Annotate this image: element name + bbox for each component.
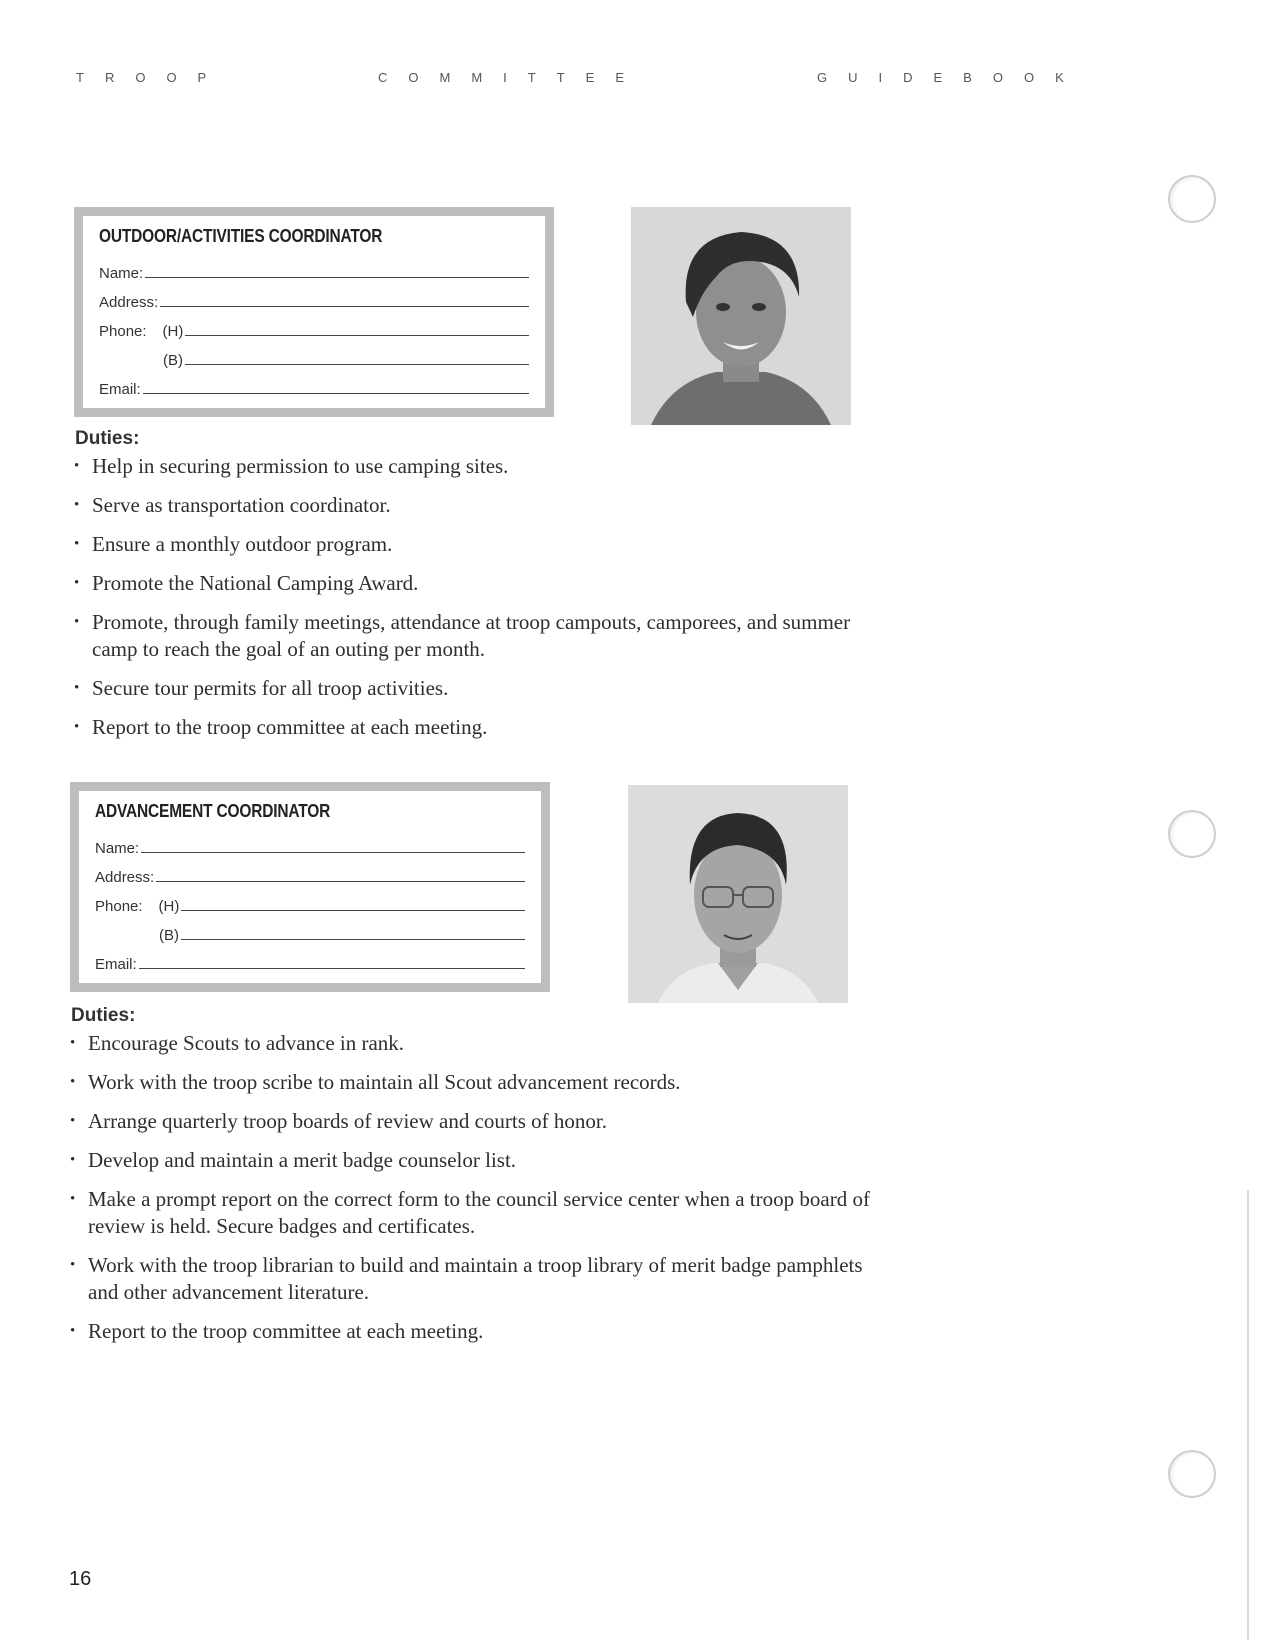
- list-item: • Work with the troop librarian to build and maintain a troop library of merit badge pamphlets and other advancement literature.: [70, 1253, 863, 1304]
- list-item: • Ensure a monthly outdoor program.: [74, 532, 393, 556]
- field-label: Email:: [99, 381, 141, 398]
- outdoor-coordinator-card: [74, 207, 554, 417]
- list-item: • Work with the troop scribe to maintain all Scout advancement records.: [70, 1070, 681, 1094]
- list-item: • Secure tour permits for all troop activities.: [74, 676, 449, 700]
- field-label: Address:: [95, 869, 155, 886]
- advancement-coordinator-card: [70, 782, 550, 992]
- field-label: Email:: [95, 956, 137, 973]
- list-item: • Arrange quarterly troop boards of review and courts of honor.: [70, 1109, 608, 1133]
- field-label: (B): [163, 352, 183, 369]
- phone-home-field[interactable]: [95, 886, 525, 915]
- phone-home-field[interactable]: [99, 311, 529, 340]
- duties-label: Duties:: [71, 1005, 136, 1026]
- card-title: ADVANCEMENT COORDINATOR: [95, 801, 331, 821]
- portrait-photo-woman: [631, 207, 851, 425]
- card-title: OUTDOOR/ACTIVITIES COORDINATOR: [99, 226, 383, 246]
- list-item: • Make a prompt report on the correct form to the council service center when a troop board of review is held. Secure badges and certificates.: [70, 1187, 870, 1238]
- field-label: (B): [159, 927, 179, 944]
- list-item: • Report to the troop committee at each meeting.: [70, 1319, 484, 1343]
- running-head-troop: TROOP: [76, 70, 228, 85]
- email-field[interactable]: [99, 369, 529, 398]
- running-head-committee: COMMITTEE: [378, 70, 645, 85]
- address-field[interactable]: [95, 857, 525, 886]
- list-item: • Develop and maintain a merit badge counselor list.: [70, 1148, 517, 1172]
- advancement-duties-list: [70, 1030, 870, 1357]
- list-item: • Promote, through family meetings, attendance at troop campouts, camporees, and summer camp to reach the goal of an outing per month.: [74, 610, 851, 661]
- page-number: 16: [69, 1568, 92, 1590]
- list-item: • Encourage Scouts to advance in rank.: [70, 1031, 405, 1055]
- phone-business-field[interactable]: [99, 340, 529, 369]
- field-label: Name:: [95, 840, 140, 857]
- field-label: Address:: [99, 294, 159, 311]
- field-label: Name:: [99, 265, 144, 282]
- list-item: • Promote the National Camping Award.: [74, 571, 419, 595]
- binder-hole-top: [1168, 175, 1216, 223]
- binder-hole-bottom: [1168, 1450, 1216, 1498]
- running-head-guidebook: GUIDEBOOK: [817, 70, 1085, 85]
- page-edge-shadow: [1247, 1190, 1249, 1640]
- list-item: • Help in securing permission to use camping sites.: [74, 454, 509, 478]
- binder-hole-middle: [1168, 810, 1216, 858]
- field-label: (H): [158, 898, 180, 915]
- email-field[interactable]: [95, 944, 525, 973]
- list-item: • Report to the troop committee at each meeting.: [74, 715, 488, 739]
- phone-business-field[interactable]: [95, 915, 525, 944]
- field-label: (H): [162, 323, 184, 340]
- list-item: • Serve as transportation coordinator.: [74, 493, 391, 517]
- outdoor-duties-list: [74, 453, 874, 753]
- portrait-photo-man: [628, 785, 848, 1003]
- name-field[interactable]: [95, 828, 525, 857]
- field-label: Phone:: [99, 323, 147, 340]
- address-field[interactable]: [99, 282, 529, 311]
- duties-label: Duties:: [75, 428, 140, 449]
- name-field[interactable]: [99, 253, 529, 282]
- field-label: Phone:: [95, 898, 143, 915]
